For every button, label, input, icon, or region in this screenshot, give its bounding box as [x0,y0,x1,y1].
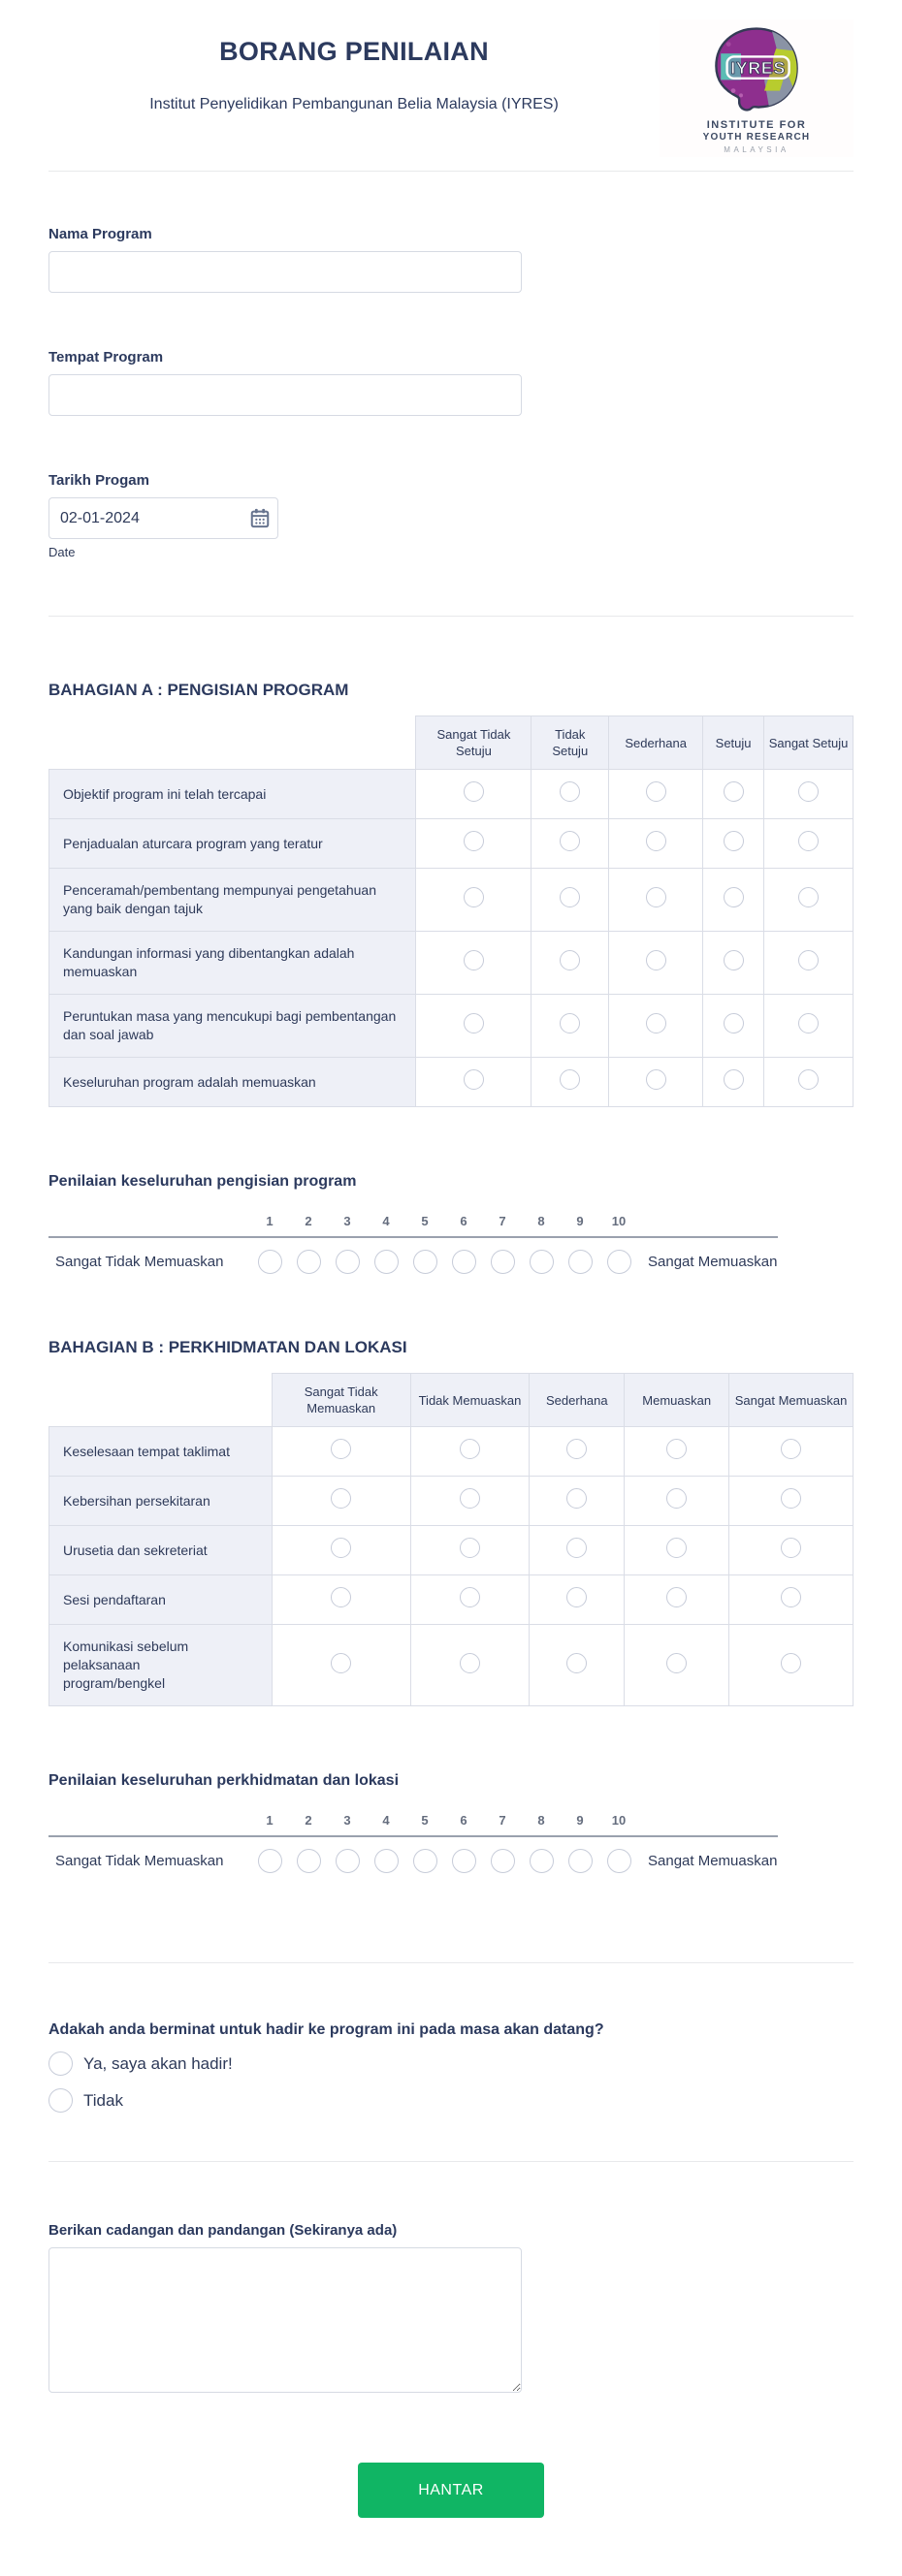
scale-number: 1 [266,1214,274,1228]
scale-radio-option[interactable] [297,1849,321,1873]
radio-option[interactable] [666,1587,687,1607]
iyres-logo [660,19,854,157]
radio-option[interactable] [566,1538,587,1558]
radio-option[interactable] [460,1653,480,1673]
scale-radio-option[interactable] [413,1849,437,1873]
suggestion-textarea[interactable] [48,2247,522,2393]
radio-option[interactable] [798,1069,819,1090]
nama-program-field [48,226,854,293]
radio-option[interactable] [566,1439,587,1459]
section-a-matrix [48,716,854,1107]
matrix-a-col-header: Setuju [703,716,764,770]
radio-option[interactable] [331,1439,351,1459]
radio-option[interactable] [646,887,666,907]
matrix-b-row [49,1526,854,1575]
matrix-a-col-header: Sangat Setuju [764,716,854,770]
matrix-a-col-header: Tidak Setuju [532,716,609,770]
nama-program-label: Nama Program [48,226,152,242]
radio-option[interactable] [331,1653,351,1673]
tarikh-program-label: Tarikh Progam [48,472,149,489]
radio-option[interactable] [781,1587,801,1607]
suggestion-label: Berikan cadangan dan pandangan (Sekiranya ada) [48,2222,398,2239]
logo-caption-line1: INSTITUTE FOR [706,119,807,131]
section-a-heading: BAHAGIAN A : PENGISIAN PROGRAM [48,681,349,699]
scale-radio-option[interactable] [491,1250,515,1274]
matrix-b-row-label: Keselesaan tempat taklimat [49,1427,273,1477]
scale-number: 5 [421,1813,429,1828]
divider [48,2161,854,2162]
radio-option[interactable] [666,1653,687,1673]
matrix-a-row [49,995,854,1058]
scale-radio-option[interactable] [568,1849,593,1873]
radio-option[interactable] [464,831,484,851]
radio-option[interactable] [48,2088,73,2113]
scale-number: 9 [576,1813,584,1828]
scale-radio-option[interactable] [491,1849,515,1873]
attendance-option-no[interactable] [48,2088,854,2113]
divider [48,616,854,617]
scale-radio-option[interactable] [530,1250,554,1274]
scale-number: 10 [611,1813,627,1828]
scale-a-numbers [48,1214,778,1238]
scale-number: 2 [305,1214,312,1228]
scale-radio-option[interactable] [530,1849,554,1873]
matrix-b-row [49,1477,854,1526]
radio-option[interactable] [724,1013,744,1034]
scale-number: 6 [460,1214,467,1228]
scale-radio-option[interactable] [413,1250,437,1274]
form-header [48,19,854,157]
scale-number: 3 [343,1214,351,1228]
scale-number: 6 [460,1813,467,1828]
scale-right-label: Sangat Memuaskan [648,1853,778,1869]
radio-option[interactable] [646,1069,666,1090]
svg-text:IYRES: IYRES [730,58,787,78]
scale-radio-option[interactable] [336,1250,360,1274]
scale-radio-option[interactable] [607,1849,631,1873]
radio-option[interactable] [460,1488,480,1509]
header-text [48,19,660,113]
scale-a-options [48,1250,778,1274]
logo-caption-line2: YOUTH RESEARCH [702,132,811,143]
matrix-b-row [49,1625,854,1706]
scale-left-label: Sangat Tidak Memuaskan [55,1254,224,1270]
matrix-a-row-label: Kandungan informasi yang dibentangkan adalah memuaskan [49,932,416,995]
scale-number: 2 [305,1813,312,1828]
radio-option[interactable] [560,831,580,851]
radio-option[interactable] [460,1439,480,1459]
radio-option[interactable] [566,1488,587,1509]
matrix-b-col-header: Sederhana [530,1374,625,1427]
matrix-b-row-label: Urusetia dan sekreteriat [49,1526,273,1575]
nama-program-input[interactable] [48,251,522,293]
scale-number: 3 [343,1813,351,1828]
radio-option[interactable] [798,781,819,802]
radio-option[interactable] [560,781,580,802]
scale-b-numbers [48,1813,778,1837]
scale-b-widget [48,1813,778,1873]
radio-option[interactable] [646,1013,666,1034]
matrix-b-corner [49,1374,273,1427]
matrix-b-row [49,1427,854,1477]
radio-option[interactable] [464,950,484,970]
scale-number: 7 [499,1813,506,1828]
radio-option[interactable] [464,887,484,907]
matrix-b-col-header: Sangat Memuaskan [729,1374,854,1427]
attendance-question: Adakah anda berminat untuk hadir ke program ini pada masa akan datang? [48,2021,604,2038]
scale-number: 10 [611,1214,627,1228]
matrix-a-col-header: Sangat Tidak Setuju [416,716,532,770]
scale-radio-option[interactable] [452,1849,476,1873]
matrix-a-row [49,770,854,819]
matrix-a-row [49,819,854,869]
scale-radio-option[interactable] [374,1250,399,1274]
radio-option[interactable] [798,950,819,970]
tempat-program-label: Tempat Program [48,349,164,366]
radio-option[interactable] [798,831,819,851]
section-b-heading: BAHAGIAN B : PERKHIDMATAN DAN LOKASI [48,1338,407,1356]
radio-option[interactable] [331,1587,351,1607]
scale-radio-option[interactable] [568,1250,593,1274]
matrix-a-row [49,1058,854,1107]
matrix-a-corner [49,716,416,770]
tempat-program-input[interactable] [48,374,522,416]
radio-option[interactable] [566,1653,587,1673]
radio-option[interactable] [464,1069,484,1090]
radio-option[interactable] [724,950,744,970]
radio-option[interactable] [781,1488,801,1509]
matrix-b-row-label: Sesi pendaftaran [49,1575,273,1625]
radio-option[interactable] [560,887,580,907]
radio-option[interactable] [331,1488,351,1509]
radio-option[interactable] [724,887,744,907]
radio-option[interactable] [566,1587,587,1607]
matrix-b-col-header: Memuaskan [625,1374,729,1427]
scale-radio-option[interactable] [336,1849,360,1873]
matrix-a-row-label: Penceramah/pembentang mempunyai pengetahuan yang baik dengan tajuk [49,869,416,932]
radio-option[interactable] [724,831,744,851]
page-subtitle: Institut Penyelidikan Pembangunan Belia Malaysia (IYRES) [149,96,559,112]
tempat-program-field [48,349,854,416]
radio-option[interactable] [666,1488,687,1509]
scale-b-heading: Penilaian keseluruhan perkhidmatan dan lokasi [48,1772,400,1789]
radio-option[interactable] [560,1069,580,1090]
page-title: BORANG PENILAIAN [219,37,489,66]
attendance-option-yes[interactable] [48,2051,854,2076]
scale-number: 4 [382,1214,390,1228]
radio-option[interactable] [331,1538,351,1558]
option-label: Ya, saya akan hadir! [83,2053,233,2073]
tarikh-program-field [48,472,854,559]
scale-radio-option[interactable] [258,1250,282,1274]
scale-number: 7 [499,1214,506,1228]
scale-radio-option[interactable] [374,1849,399,1873]
radio-option[interactable] [464,781,484,802]
matrix-b-row-label: Komunikasi sebelum pelaksanaan program/bengkel [49,1625,273,1706]
radio-option[interactable] [460,1587,480,1607]
option-label: Tidak [83,2090,123,2110]
radio-option[interactable] [460,1538,480,1558]
radio-option[interactable] [464,1013,484,1034]
suggestion-field [48,2222,854,2393]
scale-number: 8 [537,1813,545,1828]
matrix-a-col-header: Sederhana [609,716,703,770]
scale-b-options [48,1849,778,1873]
section-b-matrix [48,1373,854,1706]
scale-number: 1 [266,1813,274,1828]
scale-a-heading: Penilaian keseluruhan pengisian program [48,1173,357,1190]
iyres-logo-icon [710,25,803,119]
scale-right-label: Sangat Memuaskan [648,1254,778,1270]
logo-caption-line3: MALAYSIA [724,145,789,154]
date-sublabel: Date [48,545,76,559]
divider [48,1962,854,1963]
scale-left-label: Sangat Tidak Memuaskan [55,1853,224,1869]
scale-number: 9 [576,1214,584,1228]
scale-a-widget [48,1214,778,1274]
matrix-b-col-header: Tidak Memuaskan [410,1374,530,1427]
matrix-a-row-label: Objektif program ini telah tercapai [49,770,416,819]
radio-option[interactable] [666,1439,687,1459]
radio-option[interactable] [560,950,580,970]
matrix-a-row-label: Penjadualan aturcara program yang teratur [49,819,416,869]
scale-radio-option[interactable] [452,1250,476,1274]
scale-number: 4 [382,1813,390,1828]
tarikh-program-input[interactable] [48,497,278,539]
scale-number: 8 [537,1214,545,1228]
matrix-a-row-label: Peruntukan masa yang mencukupi bagi pembentangan dan soal jawab [49,995,416,1058]
calendar-icon[interactable] [249,507,271,528]
matrix-b-row-label: Kebersihan persekitaran [49,1477,273,1526]
radio-option[interactable] [646,781,666,802]
radio-option[interactable] [781,1653,801,1673]
radio-option[interactable] [781,1439,801,1459]
radio-option[interactable] [798,1013,819,1034]
radio-option[interactable] [781,1538,801,1558]
radio-option[interactable] [724,1069,744,1090]
scale-radio-option[interactable] [297,1250,321,1274]
scale-radio-option[interactable] [607,1250,631,1274]
scale-number: 5 [421,1214,429,1228]
matrix-a-row-label: Keseluruhan program adalah memuaskan [49,1058,416,1107]
radio-option[interactable] [646,831,666,851]
matrix-b-col-header: Sangat Tidak Memuaskan [272,1374,410,1427]
matrix-a-row [49,932,854,995]
matrix-b-row [49,1575,854,1625]
radio-option[interactable] [666,1538,687,1558]
radio-option[interactable] [48,2051,73,2076]
radio-option[interactable] [724,781,744,802]
radio-option[interactable] [798,887,819,907]
matrix-a-row [49,869,854,932]
radio-option[interactable] [560,1013,580,1034]
radio-option[interactable] [646,950,666,970]
divider [48,171,854,172]
scale-radio-option[interactable] [258,1849,282,1873]
submit-button[interactable]: HANTAR [358,2463,544,2518]
